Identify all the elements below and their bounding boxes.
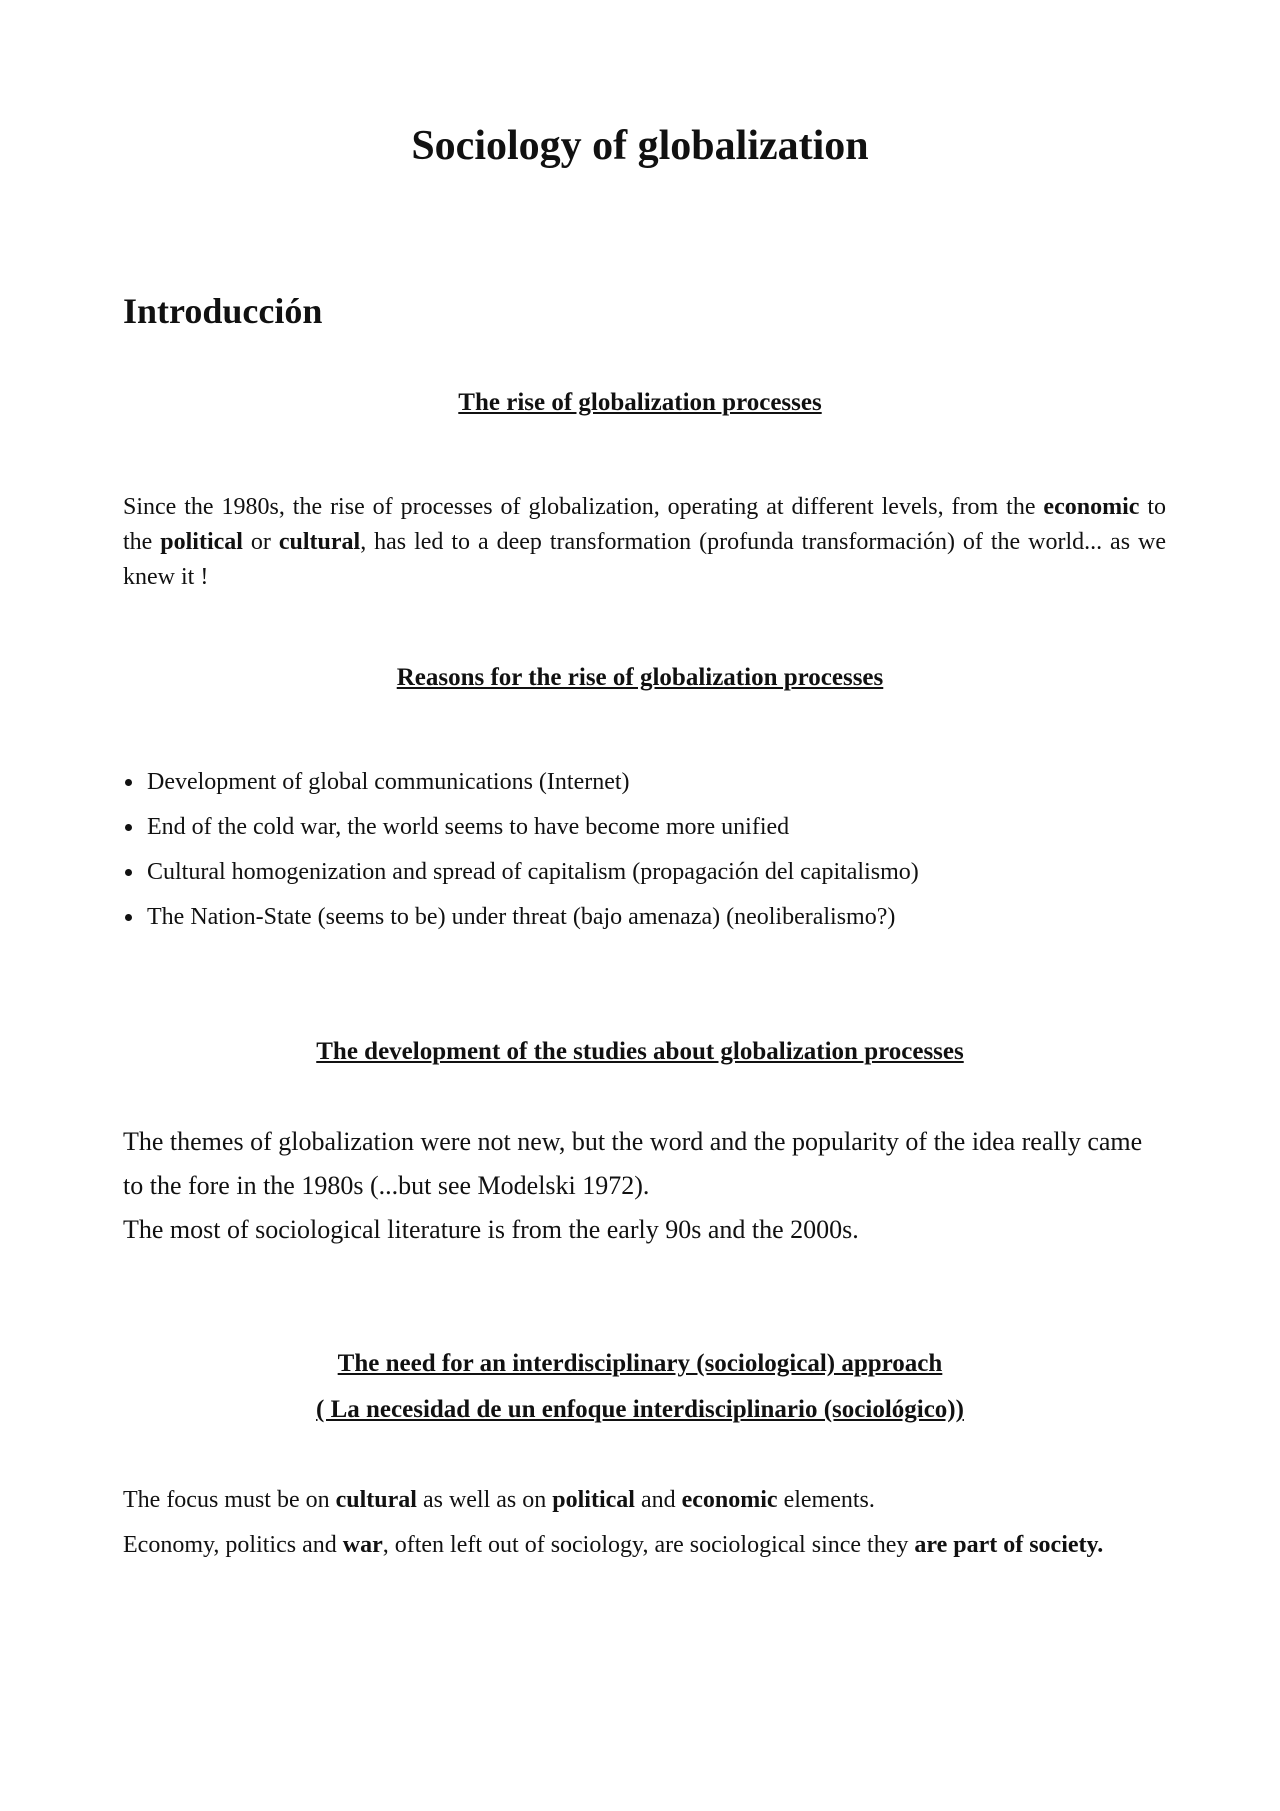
bold-term-economic: economic bbox=[1043, 494, 1140, 520]
list-item bbox=[123, 760, 1166, 805]
section-heading-rise: The rise of globalization processes bbox=[458, 389, 822, 416]
text-segment: The most of sociological literature is from the early 90s and the 2000s. bbox=[123, 1215, 859, 1244]
text-segment: , often left out of sociology, are sociological since they bbox=[382, 1532, 915, 1558]
text-segment: Since the 1980s, the rise of processes of globalization, operating at different levels, from the bbox=[123, 494, 1044, 520]
section-heading-reasons: Reasons for the rise of globalization processes bbox=[396, 664, 884, 691]
document-title: Sociology of globalization bbox=[411, 123, 869, 169]
text-segment: as well as on bbox=[416, 1487, 553, 1513]
bullet-dot-icon bbox=[125, 869, 132, 876]
list-item-text: The Nation-State (seems to be) under threat (bajo amenaza) (neoliberalismo?) bbox=[147, 904, 896, 930]
text-segment: and bbox=[634, 1487, 682, 1513]
text-segment: The themes of globalization were not new, but the word and the popularity of the idea really came to the fore in the 1980s (...but see Modelski 1972). bbox=[123, 1127, 1143, 1200]
intro-heading: Introducción bbox=[123, 291, 323, 331]
bullet-dot-icon bbox=[125, 779, 132, 786]
text-segment: Economy, politics and bbox=[123, 1532, 343, 1558]
text-segment: The focus must be on bbox=[123, 1487, 336, 1513]
bold-term-cultural: cultural bbox=[278, 529, 361, 555]
bold-term-economic: economic bbox=[681, 1487, 778, 1513]
bullet-dot-icon bbox=[125, 914, 132, 921]
list-item-text: Cultural homogenization and spread of capitalism (propagación del capitalismo) bbox=[147, 859, 919, 885]
text-segment: elements. bbox=[777, 1487, 875, 1513]
bold-term-cultural: cultural bbox=[335, 1487, 417, 1513]
paragraph-rise bbox=[123, 490, 1166, 595]
text-segment: or bbox=[242, 529, 279, 555]
reasons-list bbox=[123, 760, 1166, 940]
section-subheading-spanish: ( La necesidad de un enfoque interdisciplinario (sociológico)) bbox=[316, 1396, 964, 1423]
text-segment: , has led to a deep transformation (profunda transformación) of the world... as we knew it ! bbox=[123, 529, 1166, 590]
list-item-text: Development of global communications (Internet) bbox=[147, 769, 630, 795]
bold-term-political: political bbox=[552, 1487, 635, 1513]
list-item bbox=[123, 850, 1166, 895]
bold-term-war: war bbox=[342, 1532, 383, 1558]
paragraph-focus bbox=[123, 1478, 1166, 1523]
list-item bbox=[123, 805, 1166, 850]
bold-term-political: political bbox=[160, 529, 243, 555]
section-heading-development: The development of the studies about globalization processes bbox=[316, 1038, 964, 1065]
text-segment: to the bbox=[123, 494, 1166, 555]
section-heading-interdisciplinary: The need for an interdisciplinary (sociological) approach bbox=[337, 1350, 943, 1377]
list-item-text: End of the cold war, the world seems to have become more unified bbox=[147, 814, 790, 840]
paragraph-development bbox=[123, 1120, 1166, 1252]
bold-term-part-of-society: are part of society. bbox=[914, 1532, 1104, 1558]
paragraph-economy bbox=[123, 1523, 1166, 1568]
bullet-dot-icon bbox=[125, 824, 132, 831]
list-item bbox=[123, 895, 1166, 940]
